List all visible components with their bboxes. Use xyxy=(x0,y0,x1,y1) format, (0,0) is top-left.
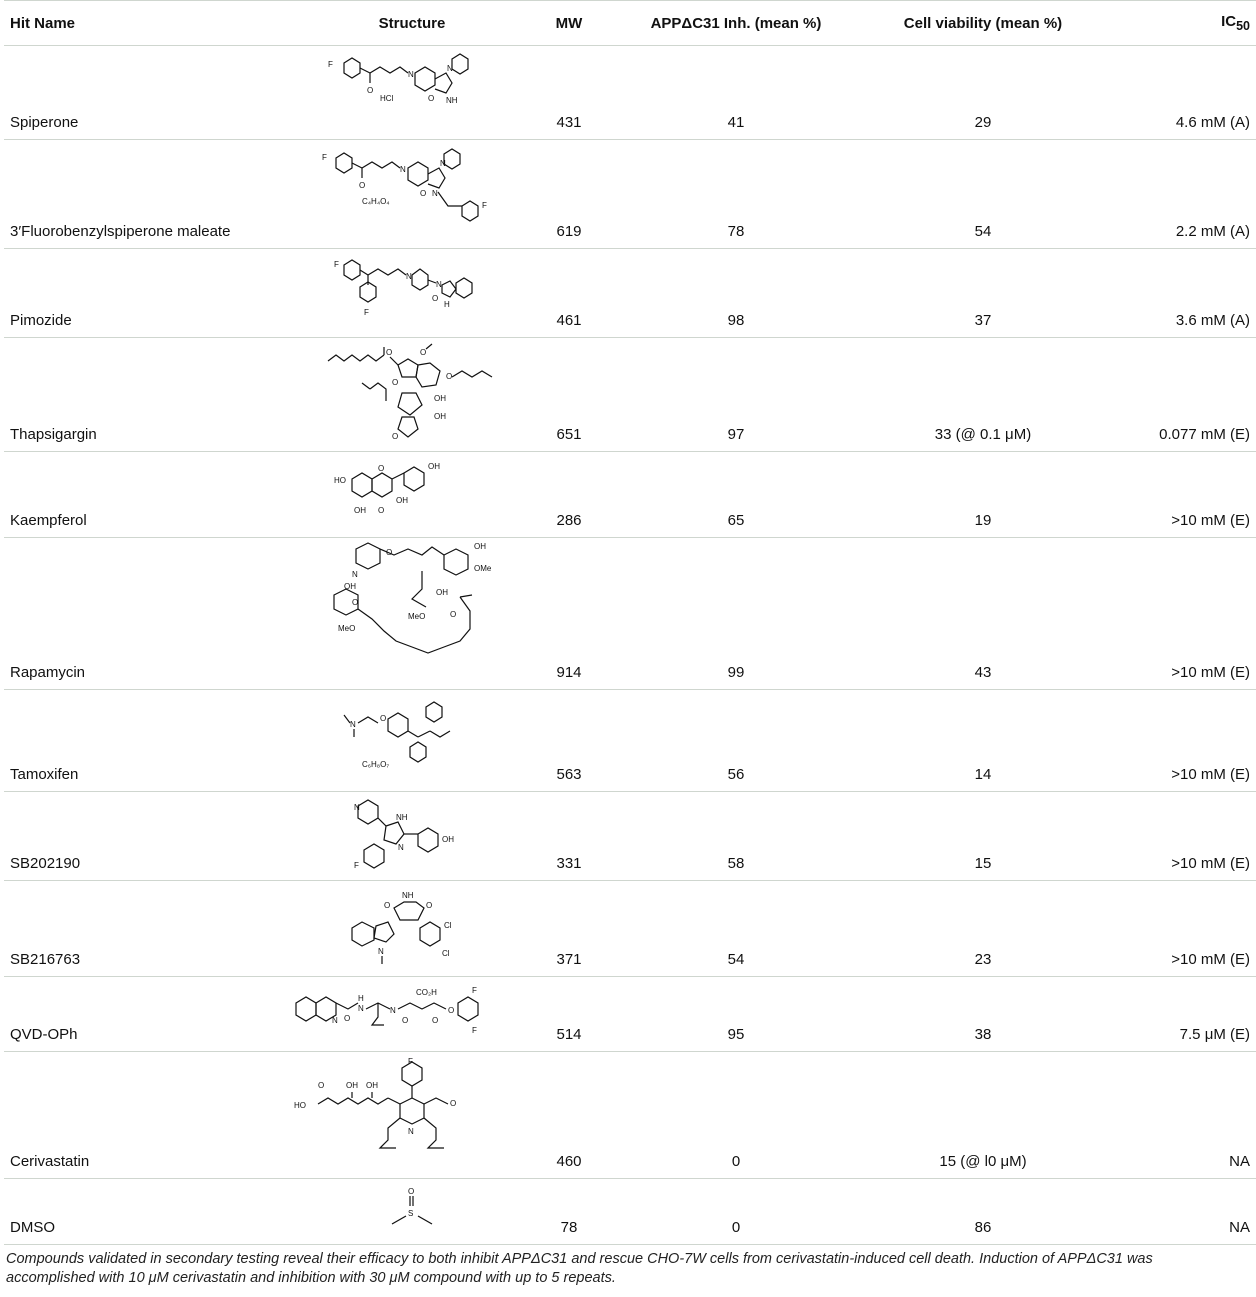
atom-label: O xyxy=(426,901,433,910)
table-row xyxy=(4,452,1256,538)
viability-value: 43 xyxy=(842,538,1124,690)
mw-value: 914 xyxy=(508,538,630,690)
atom-label: N xyxy=(354,803,360,812)
atom-label: N xyxy=(390,1006,396,1015)
table-footnote: Compounds validated in secondary testing reveal their efficacy to both inhibit APPΔC31 and rescue CHO-7W cells from cerivastatin-induced cell death. Induction of APPΔC31 was accomplished with 10 μM cerivastatin and inhibition with 30 μM compound with up to 5 repeats. xyxy=(6,1251,1153,1286)
atom-label: F xyxy=(482,201,487,210)
thapsigargin-structure-image xyxy=(322,343,522,443)
salt-label: HCl xyxy=(380,94,394,103)
table-row xyxy=(4,690,1256,792)
table-row xyxy=(4,46,1256,140)
ic50-value: 0.077 mM (E) xyxy=(1124,338,1256,452)
atom-label: N xyxy=(408,1127,414,1136)
atom-label: O xyxy=(420,189,427,198)
table-row xyxy=(4,1179,1256,1245)
atom-label: N xyxy=(352,570,358,579)
structure-cell xyxy=(316,140,508,249)
viability-value: 15 xyxy=(842,792,1124,881)
atom-label: N xyxy=(400,165,406,174)
atom-label: N xyxy=(358,1004,364,1013)
mw-value: 460 xyxy=(508,1052,630,1179)
header-structure: Structure xyxy=(316,1,508,46)
atom-label: OH xyxy=(346,1081,358,1090)
atom-label: O xyxy=(344,1014,351,1023)
header-ic50 xyxy=(1124,1,1256,46)
atom-label: NH xyxy=(396,813,408,822)
atom-label: OMe xyxy=(474,564,492,573)
salt-label: C₆H₈O₇ xyxy=(362,760,390,769)
atom-label: F xyxy=(364,308,369,317)
kaempferol-structure-image xyxy=(332,459,492,529)
atom-label: O xyxy=(408,1187,415,1196)
structure-cell xyxy=(294,1052,508,1179)
inhibition-value: 97 xyxy=(630,338,842,452)
mw-value: 619 xyxy=(508,140,630,249)
atom-label: O xyxy=(386,348,393,357)
qvd-oph-structure-image xyxy=(292,983,532,1043)
sb202190-structure-image xyxy=(322,798,502,872)
inhibition-value: 54 xyxy=(630,881,842,977)
atom-label: N xyxy=(332,1016,338,1025)
atom-label: O xyxy=(359,181,366,190)
inhibition-value: 99 xyxy=(630,538,842,690)
inhibition-value: 65 xyxy=(630,452,842,538)
viability-value: 38 xyxy=(842,977,1124,1052)
structure-cell xyxy=(316,1179,508,1245)
atom-label: O xyxy=(402,1016,409,1025)
atom-label: CO₂H xyxy=(416,988,437,997)
hit-name: Tamoxifen xyxy=(4,690,316,792)
structure-cell xyxy=(316,538,508,690)
atom-label: OH xyxy=(442,835,454,844)
atom-label: HO xyxy=(294,1101,306,1110)
atom-label: O xyxy=(432,294,439,303)
ic50-value: 7.5 μM (E) xyxy=(1124,977,1256,1052)
atom-label: O xyxy=(386,548,393,557)
inhibition-value: 78 xyxy=(630,140,842,249)
inhibition-value: 58 xyxy=(630,792,842,881)
atom-label: MeO xyxy=(408,612,426,621)
atom-label: O xyxy=(450,610,457,619)
atom-label: OH xyxy=(366,1081,378,1090)
atom-label: O xyxy=(378,464,385,473)
hit-name: SB202190 xyxy=(4,792,316,881)
header-hit-name: Hit Name xyxy=(4,1,316,46)
atom-label: OH xyxy=(434,394,446,403)
hit-name: Cerivastatin xyxy=(4,1052,316,1179)
viability-value: 29 xyxy=(842,46,1124,140)
mw-value: 431 xyxy=(508,46,630,140)
atom-label: Cl xyxy=(444,921,452,930)
ic50-value: >10 mM (E) xyxy=(1124,538,1256,690)
sb216763-structure-image xyxy=(322,888,502,968)
inhibition-value: 41 xyxy=(630,46,842,140)
atom-label: N xyxy=(440,159,446,168)
hit-name: Thapsigargin xyxy=(4,338,316,452)
viability-value: 37 xyxy=(842,249,1124,338)
viability-value: 54 xyxy=(842,140,1124,249)
dmso-structure-image xyxy=(322,1182,502,1236)
structure-cell xyxy=(316,249,508,338)
fluorobenzylspiperone-structure-image xyxy=(322,148,522,240)
atom-label: S xyxy=(408,1209,414,1218)
ic50-value: >10 mM (E) xyxy=(1124,792,1256,881)
hit-name: 3′Fluorobenzylspiperone maleate xyxy=(4,140,316,249)
atom-label: OH xyxy=(354,506,366,515)
table-header-row xyxy=(4,1,1256,46)
atom-label: O xyxy=(446,372,453,381)
atom-label: OH xyxy=(344,582,356,591)
mw-value: 331 xyxy=(508,792,630,881)
mw-value: 563 xyxy=(508,690,630,792)
atom-label: O xyxy=(378,506,385,515)
viability-value: 86 xyxy=(842,1179,1124,1245)
atom-label: HO xyxy=(334,476,346,485)
viability-value: 23 xyxy=(842,881,1124,977)
table-row xyxy=(4,881,1256,977)
atom-label: F xyxy=(354,861,359,870)
hit-name: Spiperone xyxy=(4,46,316,140)
inhibition-value: 0 xyxy=(630,1052,842,1179)
mw-value: 78 xyxy=(508,1179,630,1245)
atom-label: NH xyxy=(402,891,414,900)
viability-value: 33 (@ 0.1 μM) xyxy=(842,338,1124,452)
atom-label: OH xyxy=(428,462,440,471)
atom-label: Cl xyxy=(442,949,450,958)
cerivastatin-structure-image xyxy=(292,1054,532,1170)
rapamycin-structure-image xyxy=(322,541,522,681)
header-ic50-subscript: 50 xyxy=(1236,19,1250,33)
mw-value: 286 xyxy=(508,452,630,538)
atom-label: N xyxy=(398,843,404,852)
hit-name: SB216763 xyxy=(4,881,316,977)
atom-label: NH xyxy=(446,96,458,105)
atom-label: N xyxy=(432,189,438,198)
structure-cell xyxy=(316,977,508,1052)
atom-label: O xyxy=(392,378,399,387)
atom-label: O xyxy=(384,901,391,910)
salt-label: C₄H₄O₄ xyxy=(362,197,390,206)
ic50-value: 4.6 mM (A) xyxy=(1124,46,1256,140)
header-viability: Cell viability (mean %) xyxy=(842,1,1124,46)
inhibition-value: 56 xyxy=(630,690,842,792)
structure-cell xyxy=(316,46,508,140)
hit-name: Pimozide xyxy=(4,249,316,338)
header-mw: MW xyxy=(508,1,630,46)
pimozide-structure-image xyxy=(332,257,492,329)
ic50-value: NA xyxy=(1124,1052,1256,1179)
atom-label: N xyxy=(408,70,414,79)
atom-label: O xyxy=(428,94,435,103)
atom-label: O xyxy=(420,348,427,357)
mw-value: 371 xyxy=(508,881,630,977)
structure-cell xyxy=(316,452,508,538)
atom-label: N xyxy=(350,720,356,729)
structure-cell xyxy=(316,338,508,452)
atom-label: F xyxy=(334,260,339,269)
header-ic50-main: IC xyxy=(1221,13,1237,30)
inhibition-value: 98 xyxy=(630,249,842,338)
hit-name: DMSO xyxy=(4,1179,316,1245)
atom-label: O xyxy=(318,1081,325,1090)
atom-label: MeO xyxy=(338,624,356,633)
hit-compounds-table xyxy=(4,0,1256,1245)
atom-label: F xyxy=(472,1026,477,1035)
table-row xyxy=(4,538,1256,690)
atom-label: F xyxy=(322,153,327,162)
viability-value: 19 xyxy=(842,452,1124,538)
atom-label: O xyxy=(352,598,359,607)
atom-label: N xyxy=(406,272,412,281)
viability-value: 15 (@ l0 μM) xyxy=(842,1052,1124,1179)
atom-label: H xyxy=(444,300,450,309)
atom-label: O xyxy=(367,86,374,95)
inhibition-value: 0 xyxy=(630,1179,842,1245)
atom-label: O xyxy=(380,714,387,723)
ic50-value: 3.6 mM (A) xyxy=(1124,249,1256,338)
table-row xyxy=(4,249,1256,338)
atom-label: F xyxy=(328,60,333,69)
viability-value: 14 xyxy=(842,690,1124,792)
mw-value: 651 xyxy=(508,338,630,452)
hit-name: Rapamycin xyxy=(4,538,316,690)
table-row xyxy=(4,792,1256,881)
atom-label: O xyxy=(432,1016,439,1025)
structure-cell xyxy=(316,792,508,881)
atom-label: O xyxy=(450,1099,457,1108)
ic50-value: NA xyxy=(1124,1179,1256,1245)
atom-label: N xyxy=(447,64,453,73)
atom-label: OH xyxy=(396,496,408,505)
ic50-value: >10 mM (E) xyxy=(1124,690,1256,792)
table-row xyxy=(4,977,1256,1052)
tamoxifen-structure-image xyxy=(322,697,502,783)
table-row xyxy=(4,140,1256,249)
hit-name: QVD-OPh xyxy=(4,977,316,1052)
ic50-value: >10 mM (E) xyxy=(1124,452,1256,538)
spiperone-structure-image xyxy=(322,53,502,131)
atom-label: H xyxy=(358,994,364,1003)
structure-cell xyxy=(316,881,508,977)
ic50-value: 2.2 mM (A) xyxy=(1124,140,1256,249)
hit-name: Kaempferol xyxy=(4,452,316,538)
table-row xyxy=(4,338,1256,452)
atom-label: O xyxy=(448,1006,455,1015)
atom-label: OH xyxy=(474,542,486,551)
atom-label: F xyxy=(472,986,477,995)
atom-label: O xyxy=(392,432,399,441)
atom-label: F xyxy=(408,1057,413,1066)
header-inhibition: APPΔC31 Inh. (mean %) xyxy=(630,1,842,46)
atom-label: N xyxy=(378,947,384,956)
table-row xyxy=(4,1052,1256,1179)
atom-label: OH xyxy=(436,588,448,597)
mw-value: 461 xyxy=(508,249,630,338)
inhibition-value: 95 xyxy=(630,977,842,1052)
mw-value: 514 xyxy=(508,977,630,1052)
structure-cell xyxy=(316,690,508,792)
atom-label: N xyxy=(436,280,442,289)
ic50-value: >10 mM (E) xyxy=(1124,881,1256,977)
atom-label: OH xyxy=(434,412,446,421)
